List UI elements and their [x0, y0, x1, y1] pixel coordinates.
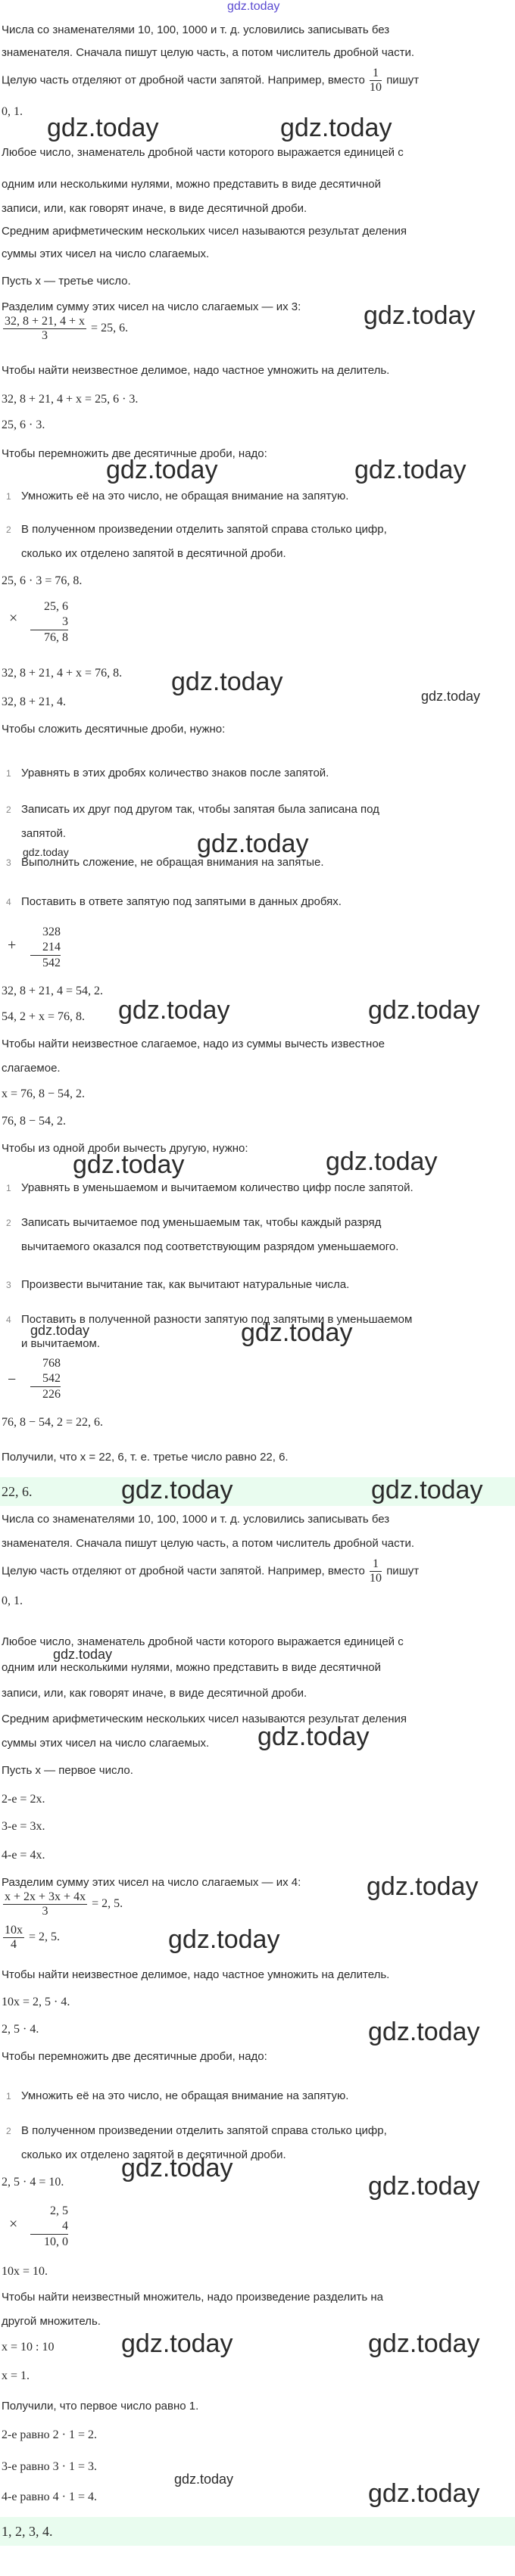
s2-avg-line-1: Средним арифметическим нескольких чисел называются результат деления — [2, 1713, 407, 1725]
s1-fraction-result: = 25, 6. — [91, 322, 129, 335]
s2-rule-dividend: Чтобы найти неизвестное делимое, надо частное умножить на делитель. — [2, 1968, 390, 1981]
s2-eq-2: 2, 5 · 4. — [2, 2023, 39, 2036]
s1-add-step-2 — [6, 802, 379, 817]
step-number: 1 — [6, 2091, 11, 2102]
step-number: 1 — [6, 491, 11, 502]
s2-sum-fraction — [3, 1890, 87, 1918]
s2-eq-1: 10x = 2, 5 · 4. — [2, 1996, 70, 2008]
s2-result: Получили, что первое число равно 1. — [2, 2400, 199, 2413]
s2-answer: 1, 2, 3, 4. — [2, 2524, 53, 2539]
step-text: Поставить в ответе запятую под запятыми в данных дробях. — [21, 895, 342, 908]
step-text: Уравнять в уменьшаемом и вычитаемом количество цифр после запятой. — [21, 1181, 414, 1194]
s1-sub-step-2-cont — [6, 1240, 398, 1255]
col-result: 76, 8 — [44, 631, 68, 644]
s2-intro-line-4: 0, 1. — [2, 1594, 23, 1607]
s2-def-line-3: записи, или, как говорят иначе, в виде десятичной дроби. — [2, 1687, 307, 1700]
s2-r4: 4-е равно 4 · 1 = 4. — [2, 2490, 97, 2503]
step-text: Умножить её на это число, не обращая внимание на запятую. — [21, 490, 349, 502]
s2-fraction-numerator: 1 — [370, 1557, 382, 1572]
s1-sum-fraction — [3, 315, 86, 343]
s1-eq-4: 32, 8 + 21, 4 + x = 76, 8. — [2, 667, 123, 680]
s2-let: Пусть x — первое число. — [2, 1764, 133, 1777]
s2-fraction-result-2: = 2, 5. — [29, 1930, 61, 1944]
s1-answer: 22, 6. — [2, 1484, 33, 1499]
s1-sub-step-4-cont — [6, 1336, 100, 1352]
s1-add-step-2-cont — [6, 826, 66, 842]
watermark: gdz.today — [174, 2472, 234, 2487]
s1-sub-step-1 — [6, 1181, 414, 1196]
s2-sum-denominator: 3 — [42, 1905, 48, 1918]
watermark: gdz.today — [368, 2018, 480, 2046]
s2-r3: 3-е равно 3 · 1 = 3. — [2, 2460, 97, 2473]
s2-simplified-denominator: 4 — [11, 1938, 17, 1951]
watermark: gdz.today — [258, 1722, 370, 1751]
s1-column-multiplication — [30, 599, 68, 646]
s1-mult-step-2-cont — [6, 546, 286, 562]
s2-intro-text: Целую часть отделяют от дробной части запятой. Например, вместо — [2, 1564, 365, 1578]
plus-sign: + — [8, 937, 17, 954]
watermark: gdz.today — [280, 114, 392, 142]
s1-rule-dividend: Чтобы найти неизвестное делимое, надо частное умножить на делитель. — [2, 364, 390, 377]
col-operand: 4 — [30, 2219, 68, 2235]
step-text: сколько их отделено запятой в десятичной дроби. — [21, 2148, 286, 2161]
s1-column-addition — [30, 925, 61, 971]
s2-fraction-equation-2 — [2, 1924, 60, 1952]
s2-simplified-numerator: 10x — [5, 1924, 23, 1937]
s1-eq-1: 32, 8 + 21, 4 + x = 25, 6 · 3. — [2, 393, 139, 406]
s1-intro-line-2: знаменателя. Сначала пишут целую часть, а потом числитель дробной части. — [2, 46, 414, 59]
s1-mult-step-1 — [6, 489, 348, 504]
s1-eq-9: 76, 8 − 54, 2. — [2, 1115, 67, 1128]
step-number: 2 — [6, 1218, 11, 1228]
s2-second: 2-е = 2x. — [2, 1793, 45, 1806]
s2-intro-text-end: пишут — [386, 1564, 420, 1578]
col-operand: 542 — [30, 1371, 61, 1387]
watermark: gdz.today — [73, 1150, 185, 1179]
step-number: 1 — [6, 1183, 11, 1193]
step-text: запятой. — [21, 827, 67, 840]
step-number: 1 — [6, 768, 11, 779]
step-number: 3 — [6, 857, 11, 868]
s1-def-line-3: записи, или, как говорят иначе, в виде десятичной дроби. — [2, 202, 307, 215]
s2-fraction-equation-1 — [2, 1890, 123, 1918]
s2-avg-line-2: суммы этих чисел на число слагаемых. — [2, 1737, 210, 1750]
col-operand: 328 — [42, 926, 61, 938]
col-operand: 214 — [30, 940, 61, 956]
step-number: 2 — [6, 2126, 11, 2136]
col-operand: 768 — [42, 1357, 61, 1370]
step-text: В полученном произведении отделить запятой справа столько цифр, — [21, 2124, 387, 2137]
s2-eq-4: 10x = 10. — [2, 2265, 48, 2278]
s2-mult-step-2 — [6, 2123, 387, 2139]
col-result: 226 — [42, 1388, 61, 1401]
s1-intro-fraction — [370, 67, 382, 95]
watermark: gdz.today — [23, 846, 69, 858]
s2-rule-factor-1: Чтобы найти неизвестный множитель, надо произведение разделить на — [2, 2291, 383, 2304]
s1-rule-addend-1: Чтобы найти неизвестное слагаемое, надо из суммы вычесть известное — [2, 1038, 385, 1050]
step-number: 4 — [6, 897, 11, 907]
s1-let: Пусть x — третье число. — [2, 275, 131, 288]
s2-fourth: 4-е = 4x. — [2, 1849, 45, 1862]
step-number: 2 — [6, 524, 11, 535]
s1-eq-10: 76, 8 − 54, 2 = 22, 6. — [2, 1416, 104, 1429]
s1-mult-step-2 — [6, 522, 387, 537]
watermark: gdz.today — [121, 1476, 233, 1504]
s1-eq-7: 54, 2 + x = 76, 8. — [2, 1010, 86, 1023]
s1-sub-rule: Чтобы из одной дроби вычесть другую, нужно: — [2, 1142, 248, 1155]
step-text: Поставить в полученной разности запятую под запятыми в уменьшаемом — [21, 1313, 413, 1326]
s1-intro-text-end: пишут — [386, 73, 420, 87]
s1-intro-line-3 — [2, 67, 419, 95]
s2-simplified-fraction — [3, 1924, 24, 1952]
step-text: Записать их друг под другом так, чтобы запятая была записана под — [21, 803, 379, 816]
s1-column-subtraction — [30, 1356, 61, 1402]
s1-result: Получили, что x = 22, 6, т. е. третье число равно 22, 6. — [2, 1451, 289, 1464]
top-watermark: gdz.today — [227, 0, 280, 13]
col-operand: 3 — [30, 614, 68, 630]
s1-def-line-2: одним или несколькими нулями, можно представить в виде десятичной — [2, 178, 381, 191]
multiply-sign: × — [9, 610, 18, 627]
watermark: gdz.today — [364, 301, 476, 330]
s1-sum-denominator: 3 — [42, 329, 48, 342]
s1-mult-rule: Чтобы перемножить две десятичные дроби, надо: — [2, 447, 267, 460]
watermark: gdz.today — [106, 456, 218, 484]
step-text: Умножить её на это число, не обращая внимание на запятую. — [21, 2089, 349, 2102]
s1-add-step-1 — [6, 766, 329, 781]
step-number: 3 — [6, 1280, 11, 1290]
watermark: gdz.today — [47, 114, 159, 142]
s2-divide: Разделим сумму этих чисел на число слагаемых — их 4: — [2, 1876, 301, 1889]
s2-answer-box — [0, 2517, 515, 2546]
watermark: gdz.today — [118, 996, 230, 1025]
s1-fraction-numerator: 1 — [370, 67, 382, 81]
watermark: gdz.today — [171, 667, 283, 696]
s2-eq-3: 2, 5 · 4 = 10. — [2, 2176, 64, 2189]
multiply-sign: × — [9, 2216, 18, 2232]
s1-eq-8: x = 76, 8 − 54, 2. — [2, 1087, 86, 1100]
watermark: gdz.today — [197, 829, 309, 858]
watermark: gdz.today — [368, 2172, 480, 2201]
s2-intro-line-2: знаменателя. Сначала пишут целую часть, а потом числитель дробной части. — [2, 1537, 414, 1550]
watermark: gdz.today — [30, 1323, 90, 1338]
step-text: вычитаемого оказался под соответствующим разрядом уменьшаемого. — [21, 1240, 399, 1253]
s1-eq-2: 25, 6 · 3. — [2, 418, 45, 431]
s2-rule-factor-2: другой множитель. — [2, 2315, 101, 2328]
s2-eq-6: x = 1. — [2, 2369, 30, 2382]
step-number: 2 — [6, 804, 11, 815]
s2-def-line-2: одним или несколькими нулями, можно представить в виде десятичной — [2, 1661, 381, 1674]
step-text: Уравнять в этих дробях количество знаков после запятой. — [21, 767, 329, 779]
watermark: gdz.today — [53, 1647, 113, 1662]
watermark: gdz.today — [368, 2329, 480, 2358]
s2-intro-line-3 — [2, 1557, 419, 1585]
s2-third: 3-е = 3x. — [2, 1820, 45, 1833]
watermark: gdz.today — [354, 456, 467, 484]
watermark: gdz.today — [168, 1925, 280, 1954]
s1-eq-6: 32, 8 + 21, 4 = 54, 2. — [2, 985, 104, 997]
watermark: gdz.today — [241, 1318, 353, 1347]
col-operand: 2, 5 — [50, 2204, 68, 2217]
col-result: 542 — [42, 957, 61, 969]
step-text: Произвести вычитание так, как вычитают натуральные числа. — [21, 1278, 350, 1291]
s2-fraction-result-1: = 2, 5. — [92, 1897, 123, 1911]
step-number: 4 — [6, 1314, 11, 1325]
s2-intro-fraction — [370, 1557, 382, 1585]
minus-sign: − — [8, 1371, 17, 1388]
s1-fraction-equation — [2, 315, 128, 343]
step-text: сколько их отделено запятой в десятичной дроби. — [21, 547, 286, 560]
s1-divide: Разделим сумму этих чисел на число слагаемых — их 3: — [2, 300, 301, 313]
s1-add-rule: Чтобы сложить десятичные дроби, нужно: — [2, 723, 226, 736]
s2-def-line-1: Любое число, знаменатель дробной части которого выражается единицей с — [2, 1635, 404, 1648]
s2-mult-rule: Чтобы перемножить две десятичные дроби, надо: — [2, 2050, 267, 2063]
s1-avg-line-1: Средним арифметическим нескольких чисел называются результат деления — [2, 225, 407, 238]
s1-sub-step-2 — [6, 1215, 381, 1230]
watermark: gdz.today — [421, 689, 481, 704]
s1-avg-line-2: суммы этих чисел на число слагаемых. — [2, 247, 210, 260]
s1-sub-step-3 — [6, 1277, 349, 1293]
s1-def-line-1: Любое число, знаменатель дробной части которого выражается единицей с — [2, 146, 404, 159]
watermark: gdz.today — [121, 2329, 233, 2358]
s1-intro-line-1: Числа со знаменателями 10, 100, 1000 и т. д. условились записывать без — [2, 23, 390, 36]
step-text: В полученном произведении отделить запятой справа столько цифр, — [21, 523, 387, 536]
s2-sum-numerator: x + 2x + 3x + 4x — [5, 1890, 86, 1903]
step-text: Записать вычитаемое под уменьшаемым так, чтобы каждый разряд — [21, 1216, 382, 1229]
s1-fraction-denominator: 10 — [370, 81, 382, 94]
s2-mult-step-1 — [6, 2089, 348, 2104]
s1-eq-5: 32, 8 + 21, 4. — [2, 695, 67, 708]
s1-intro-line-4: 0, 1. — [2, 105, 23, 118]
watermark: gdz.today — [368, 996, 480, 1025]
s2-r2: 2-е равно 2 · 1 = 2. — [2, 2428, 97, 2441]
step-text: Выполнить сложение, не обращая внимания на запятые. — [21, 856, 324, 869]
s2-eq-5: x = 10 : 10 — [2, 2341, 55, 2354]
s1-rule-addend-2: слагаемое. — [2, 1062, 61, 1075]
col-operand: 25, 6 — [44, 600, 68, 613]
s2-fraction-denominator: 10 — [370, 1572, 382, 1585]
watermark: gdz.today — [326, 1147, 438, 1176]
step-text: и вычитаемом. — [21, 1337, 101, 1350]
s1-eq-3: 25, 6 · 3 = 76, 8. — [2, 574, 83, 587]
s1-add-step-3 — [6, 855, 324, 870]
watermark: gdz.today — [368, 2479, 480, 2508]
watermark: gdz.today — [121, 2154, 233, 2182]
s1-sum-numerator: 32, 8 + 21, 4 + x — [5, 315, 86, 328]
col-result: 10, 0 — [44, 2235, 68, 2248]
s1-intro-text: Целую часть отделяют от дробной части запятой. Например, вместо — [2, 73, 365, 87]
s1-add-step-4 — [6, 894, 342, 910]
watermark: gdz.today — [371, 1476, 483, 1504]
watermark: gdz.today — [367, 1872, 479, 1901]
s2-intro-line-1: Числа со знаменателями 10, 100, 1000 и т. д. условились записывать без — [2, 1513, 390, 1526]
s2-column-multiplication — [30, 2204, 68, 2250]
